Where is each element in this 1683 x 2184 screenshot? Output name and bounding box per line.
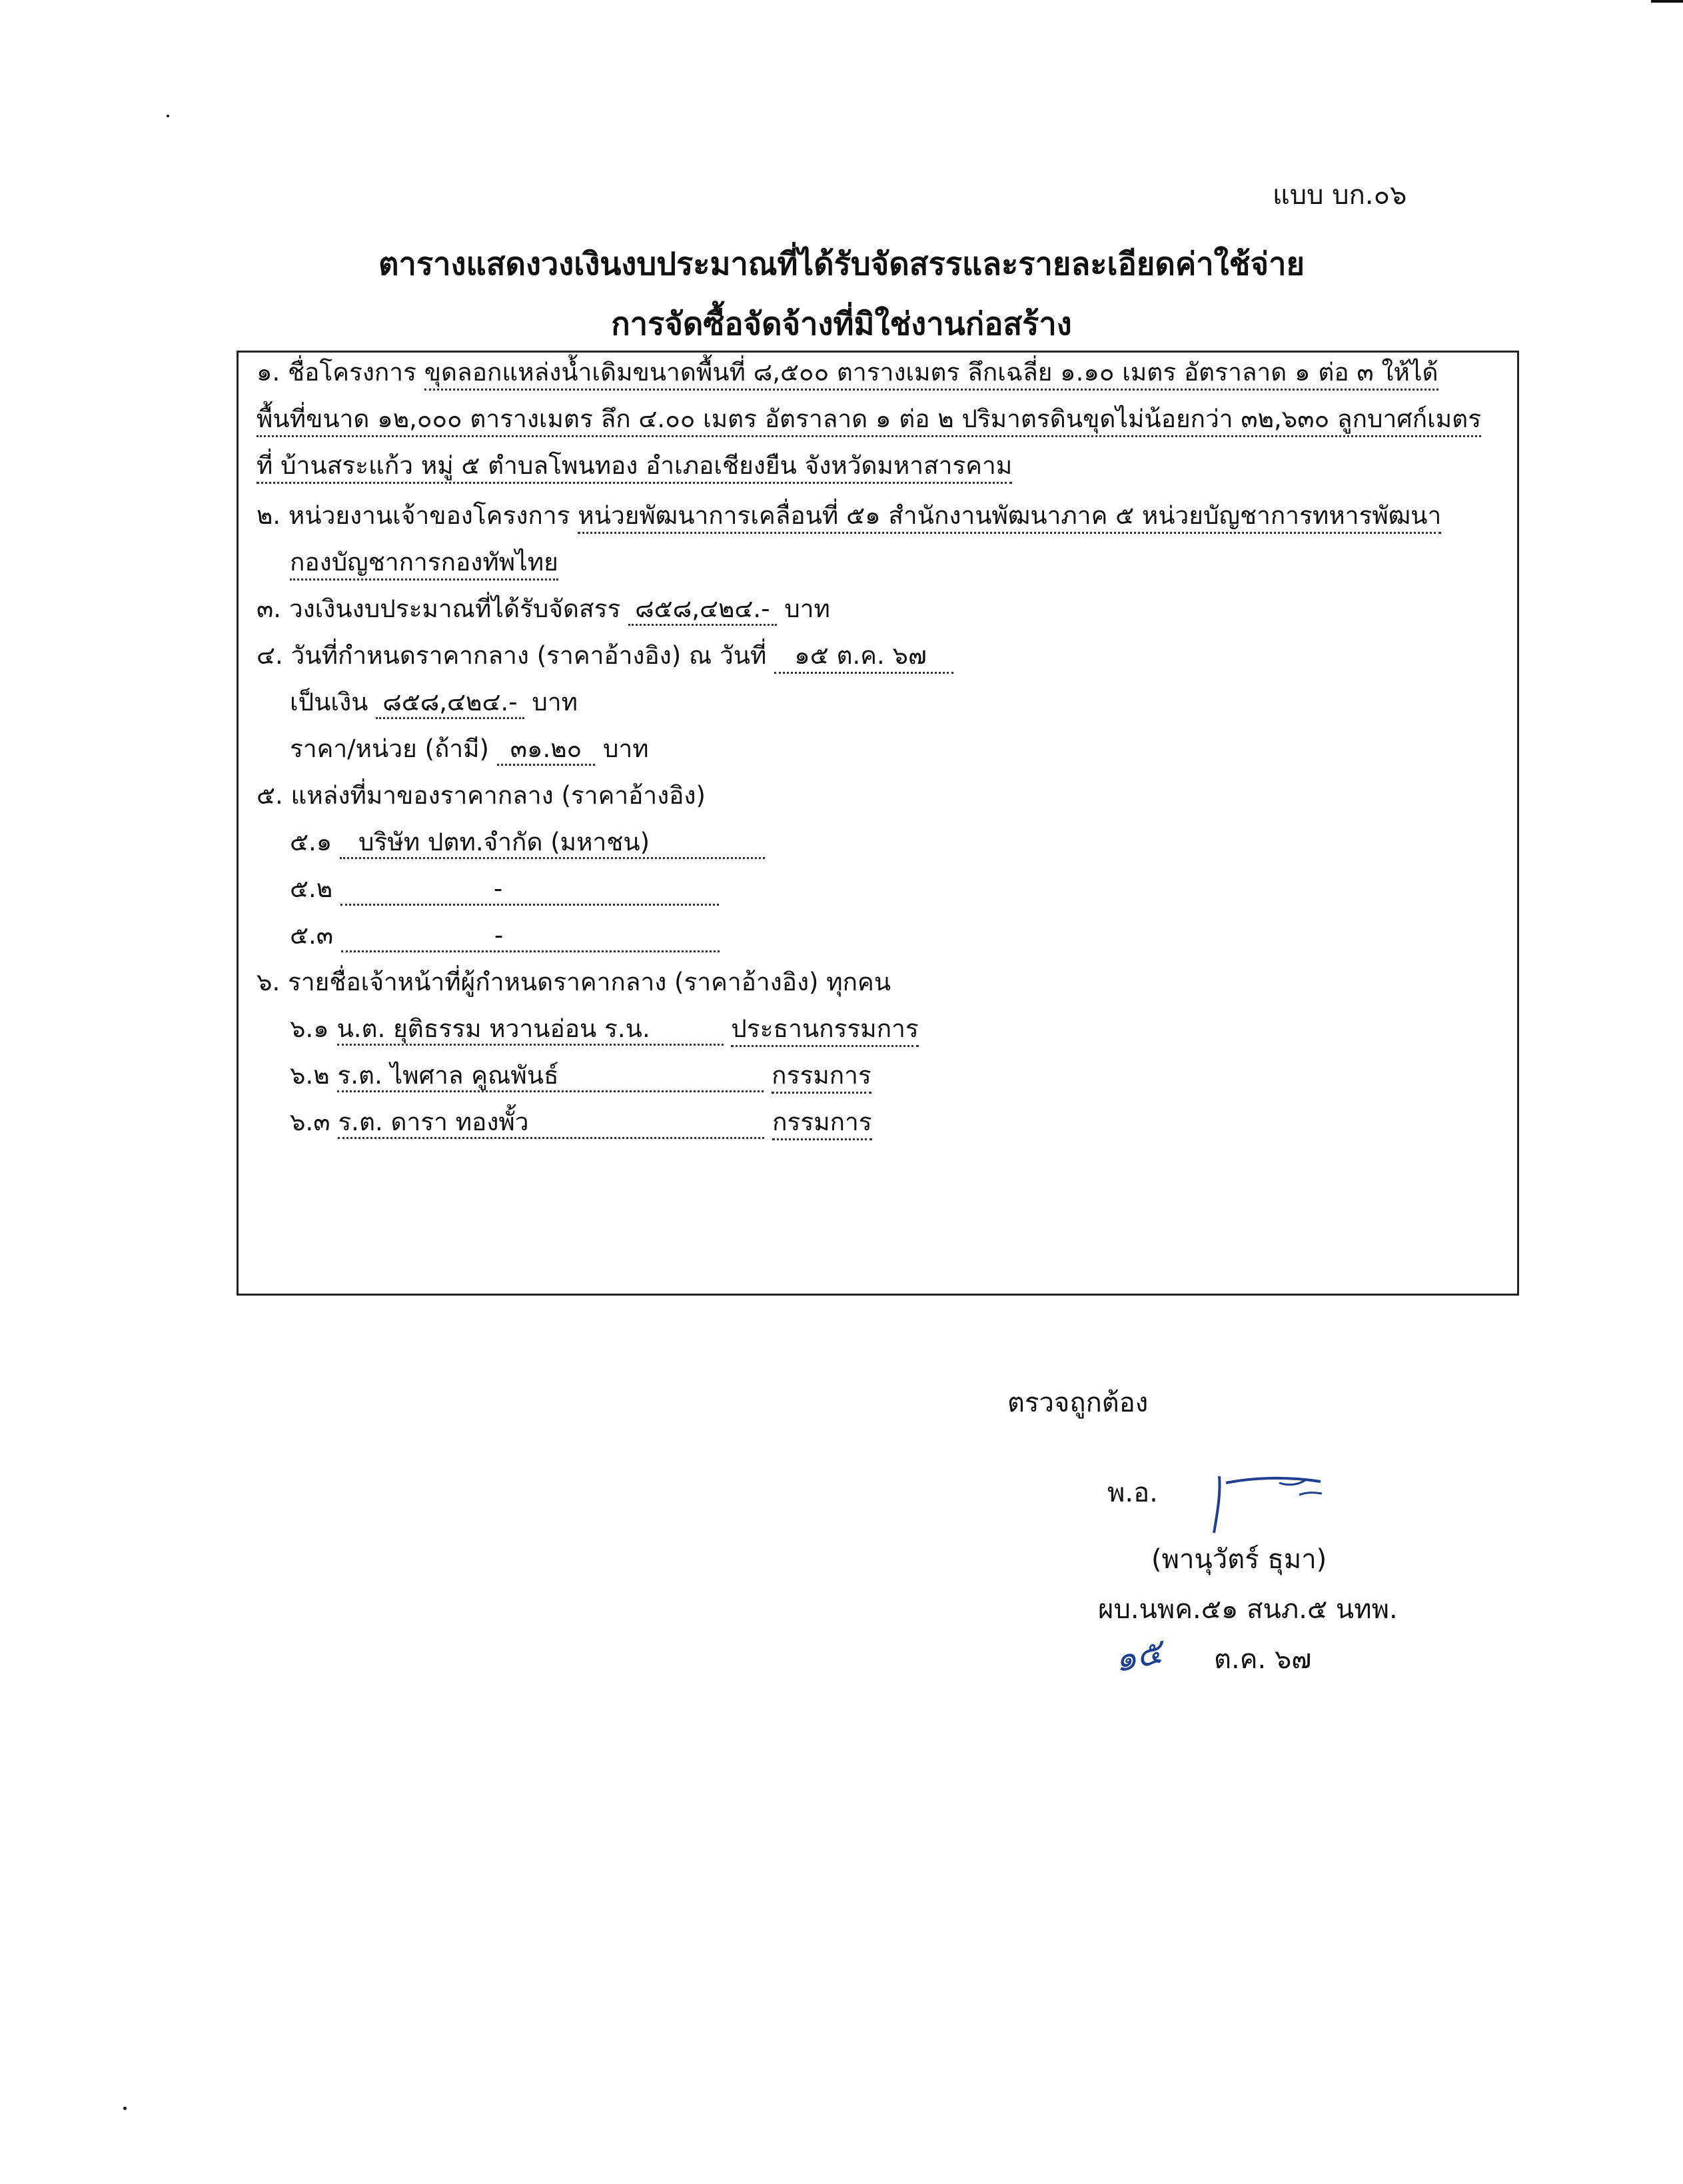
committee-row <box>290 1014 919 1047</box>
member-role: กรรมการ <box>772 1061 871 1094</box>
source-number: ๕.๒ <box>290 874 333 903</box>
source-row <box>290 828 765 859</box>
member-role: ประธานกรรมการ <box>731 1014 918 1047</box>
member-role: กรรมการ <box>772 1108 872 1140</box>
project-name-line1: ขุดลอกแหล่งน้ำเดิมขนาดพื้นที่ ๘,๕๐๐ ตารางเมตร ลึกเฉลี่ย ๑.๑๐ เมตร อัตราลาด ๑ ต่อ ๓ ให้ได้ <box>424 358 1438 391</box>
amount-value: ๘๕๘,๔๒๔.- <box>376 688 524 719</box>
member-name: ร.ต. ไพศาล คูณพันธ์ <box>337 1061 764 1092</box>
unit-price-label: ราคา/หน่วย (ถ้ามี) <box>290 734 489 763</box>
item2-label: ๒. หน่วยงานเจ้าของโครงการ <box>257 501 570 530</box>
signer-rank: พ.อ. <box>1107 1478 1158 1508</box>
item2-line1 <box>257 501 1441 534</box>
item1-line1 <box>257 358 1438 391</box>
details-box <box>237 351 1519 1296</box>
scan-speck <box>123 2107 127 2110</box>
member-number: ๖.๒ <box>290 1061 330 1090</box>
source-number: ๕.๓ <box>290 921 334 950</box>
source-row <box>290 921 720 952</box>
document-title: ตารางแสดงวงเงินงบประมาณที่ได้รับจัดสรรและรายละเอียดค่าใช้จ่าย <box>378 246 1305 283</box>
unit-price-unit: บาท <box>603 734 649 763</box>
certify-label: ตรวจถูกต้อง <box>1007 1388 1149 1418</box>
budget-value: ๘๕๘,๔๒๔.- <box>628 594 776 626</box>
source-text: บริษัท ปตท.จำกัด (มหาชน) <box>340 828 765 859</box>
source-text: - <box>341 921 720 952</box>
item3-label: ๓. วงเงินงบประมาณที่ได้รับจัดสรร <box>257 594 621 623</box>
form-code: แบบ บก.๐๖ <box>1273 180 1407 211</box>
scan-speck <box>167 115 169 117</box>
document-subtitle: การจัดซื้อจัดจ้างที่มิใช่งานก่อสร้าง <box>611 306 1072 343</box>
reference-date: ๑๕ ต.ค. ๖๗ <box>774 641 953 674</box>
item5-label: ๕. แหล่งที่มาของราคากลาง (ราคาอ้างอิง) <box>257 781 706 810</box>
item3-line <box>257 594 830 626</box>
amount-unit: บาท <box>532 688 578 716</box>
item1-line3 <box>257 451 1012 484</box>
signer-position: ผบ.นพค.๕๑ สนภ.๕ นทพ. <box>1098 1594 1398 1625</box>
item4-label: ๔. วันที่กำหนดราคากลาง (ราคาอ้างอิง) ณ วันที่ <box>257 641 767 670</box>
item1-line2 <box>257 405 1481 437</box>
committee-row <box>290 1108 872 1140</box>
project-name-line2: พื้นที่ขนาด ๑๒,๐๐๐ ตารางเมตร ลึก ๔.๐๐ เมตร อัตราลาด ๑ ต่อ ๒ ปริมาตรดินขุดไม่น้อยกว่า ๓๒,๖๓๐ ลูกบาศก์เมตร <box>257 405 1481 437</box>
amount-label: เป็นเงิน <box>290 688 368 716</box>
sign-date: ต.ค. ๖๗ <box>1214 1644 1312 1675</box>
source-number: ๕.๑ <box>290 828 332 856</box>
item4-unit-price-line <box>290 734 649 766</box>
scan-edge-mark <box>1651 0 1683 3</box>
item4-amount-line <box>290 688 578 719</box>
member-name: น.ต. ยุติธรรม หวานอ่อน ร.น. <box>337 1014 724 1046</box>
owner-unit-line2: กองบัญชาการกองทัพไทย <box>290 548 558 580</box>
member-number: ๖.๓ <box>290 1108 330 1136</box>
item1-label: ๑. ชื่อโครงการ <box>257 358 416 387</box>
signer-name: (พานุวัตร์ ธุมา) <box>1151 1544 1327 1575</box>
unit-price-value: ๓๑.๒๐ <box>497 734 596 766</box>
item4-line <box>257 641 953 674</box>
item2-line2 <box>290 548 558 580</box>
handwritten-day: ๑๕ <box>1110 1632 1167 1681</box>
member-name: ร.ต. ดารา ทองพั้ว <box>338 1108 764 1139</box>
owner-unit-line1: หน่วยพัฒนาการเคลื่อนที่ ๕๑ สำนักงานพัฒนาภาค ๕ หน่วยบัญชาการทหารพัฒนา <box>578 501 1441 534</box>
budget-unit: บาท <box>784 594 830 623</box>
source-row <box>290 874 719 906</box>
handwritten-signature <box>1199 1463 1333 1550</box>
source-text: - <box>340 874 719 906</box>
committee-row <box>290 1061 871 1094</box>
member-number: ๖.๑ <box>290 1014 329 1043</box>
item6-label: ๖. รายชื่อเจ้าหน้าที่ผู้กำหนดราคากลาง (ราคาอ้างอิง) ทุกคน <box>257 968 891 996</box>
project-location: ที่ บ้านสระแก้ว หมู่ ๕ ตำบลโพนทอง อำเภอเชียงยืน จังหวัดมหาสารคาม <box>257 451 1012 484</box>
